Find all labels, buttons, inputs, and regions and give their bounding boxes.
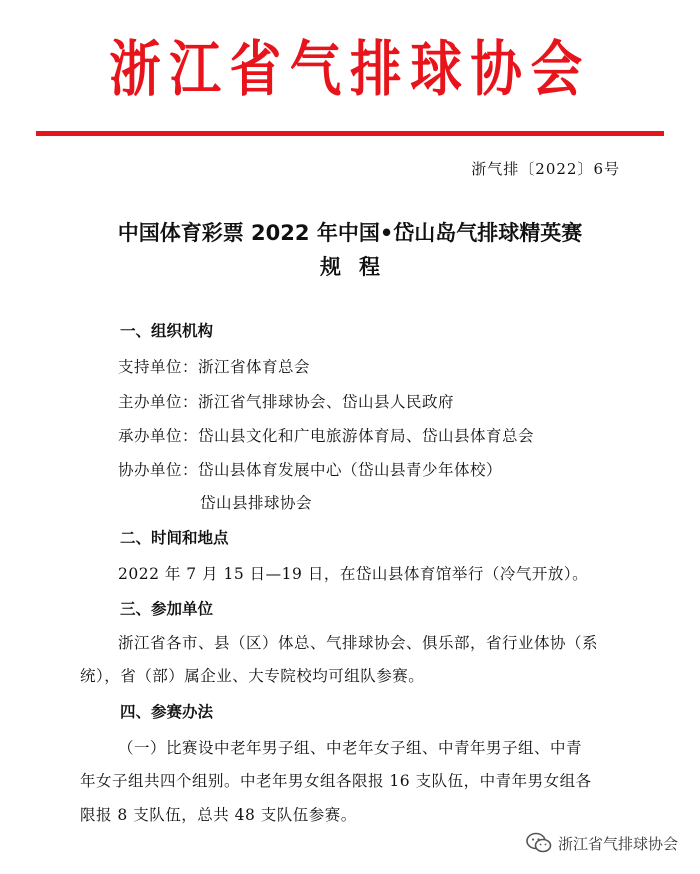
org-line-co-organizer-2: 岱山县排球协会 [200, 494, 313, 512]
wechat-watermark [522, 830, 682, 856]
header-divider [36, 131, 664, 136]
participants-line-2: 统），省（部）属企业、大专院校均可组队参赛。 [80, 667, 425, 685]
org-line-organizer: 承办单位：岱山县文化和广电旅游体育局、岱山县体育总会 [118, 427, 535, 445]
document-number: 浙气排〔2022〕6号 [471, 160, 620, 178]
org-line-host: 主办单位：浙江省气排球协会、岱山县人民政府 [118, 393, 455, 411]
time-place-line: 2022 年 7 月 15 日—19 日，在岱山县体育馆举行（冷气开放）。 [118, 565, 589, 583]
rules-line-2: 年女子组共四个组别。中老年男女组各限报 16 支队伍，中青年男女组各 [80, 772, 592, 790]
rules-line-3: 限报 8 支队伍，总共 48 支队伍参赛。 [80, 806, 357, 824]
participants-line-1: 浙江省各市、县（区）体总、气排球协会、俱乐部，省行业体协（系 [118, 634, 599, 652]
wechat-icon [526, 832, 552, 854]
document-subtitle: 规程 [320, 255, 398, 279]
document-title: 中国体育彩票 2022 年中国•岱山岛气排球精英赛 [117, 221, 583, 245]
section-heading-rules: 四、参赛办法 [120, 703, 214, 721]
watermark-text: 浙江省气排球协会 [557, 834, 678, 853]
org-line-support: 支持单位：浙江省体育总会 [118, 358, 311, 376]
org-line-co-organizer: 协办单位：岱山县体育发展中心（岱山县青少年体校） [118, 461, 503, 479]
section-heading-time-place: 二、时间和地点 [120, 529, 229, 547]
rules-line-1: （一）比赛设中老年男子组、中老年女子组、中青年男子组、中青 [118, 739, 583, 757]
section-heading-participants: 三、参加单位 [120, 600, 214, 618]
org-title: 浙江省气排球协会 [109, 35, 591, 105]
section-heading-organization: 一、组织机构 [120, 322, 214, 340]
